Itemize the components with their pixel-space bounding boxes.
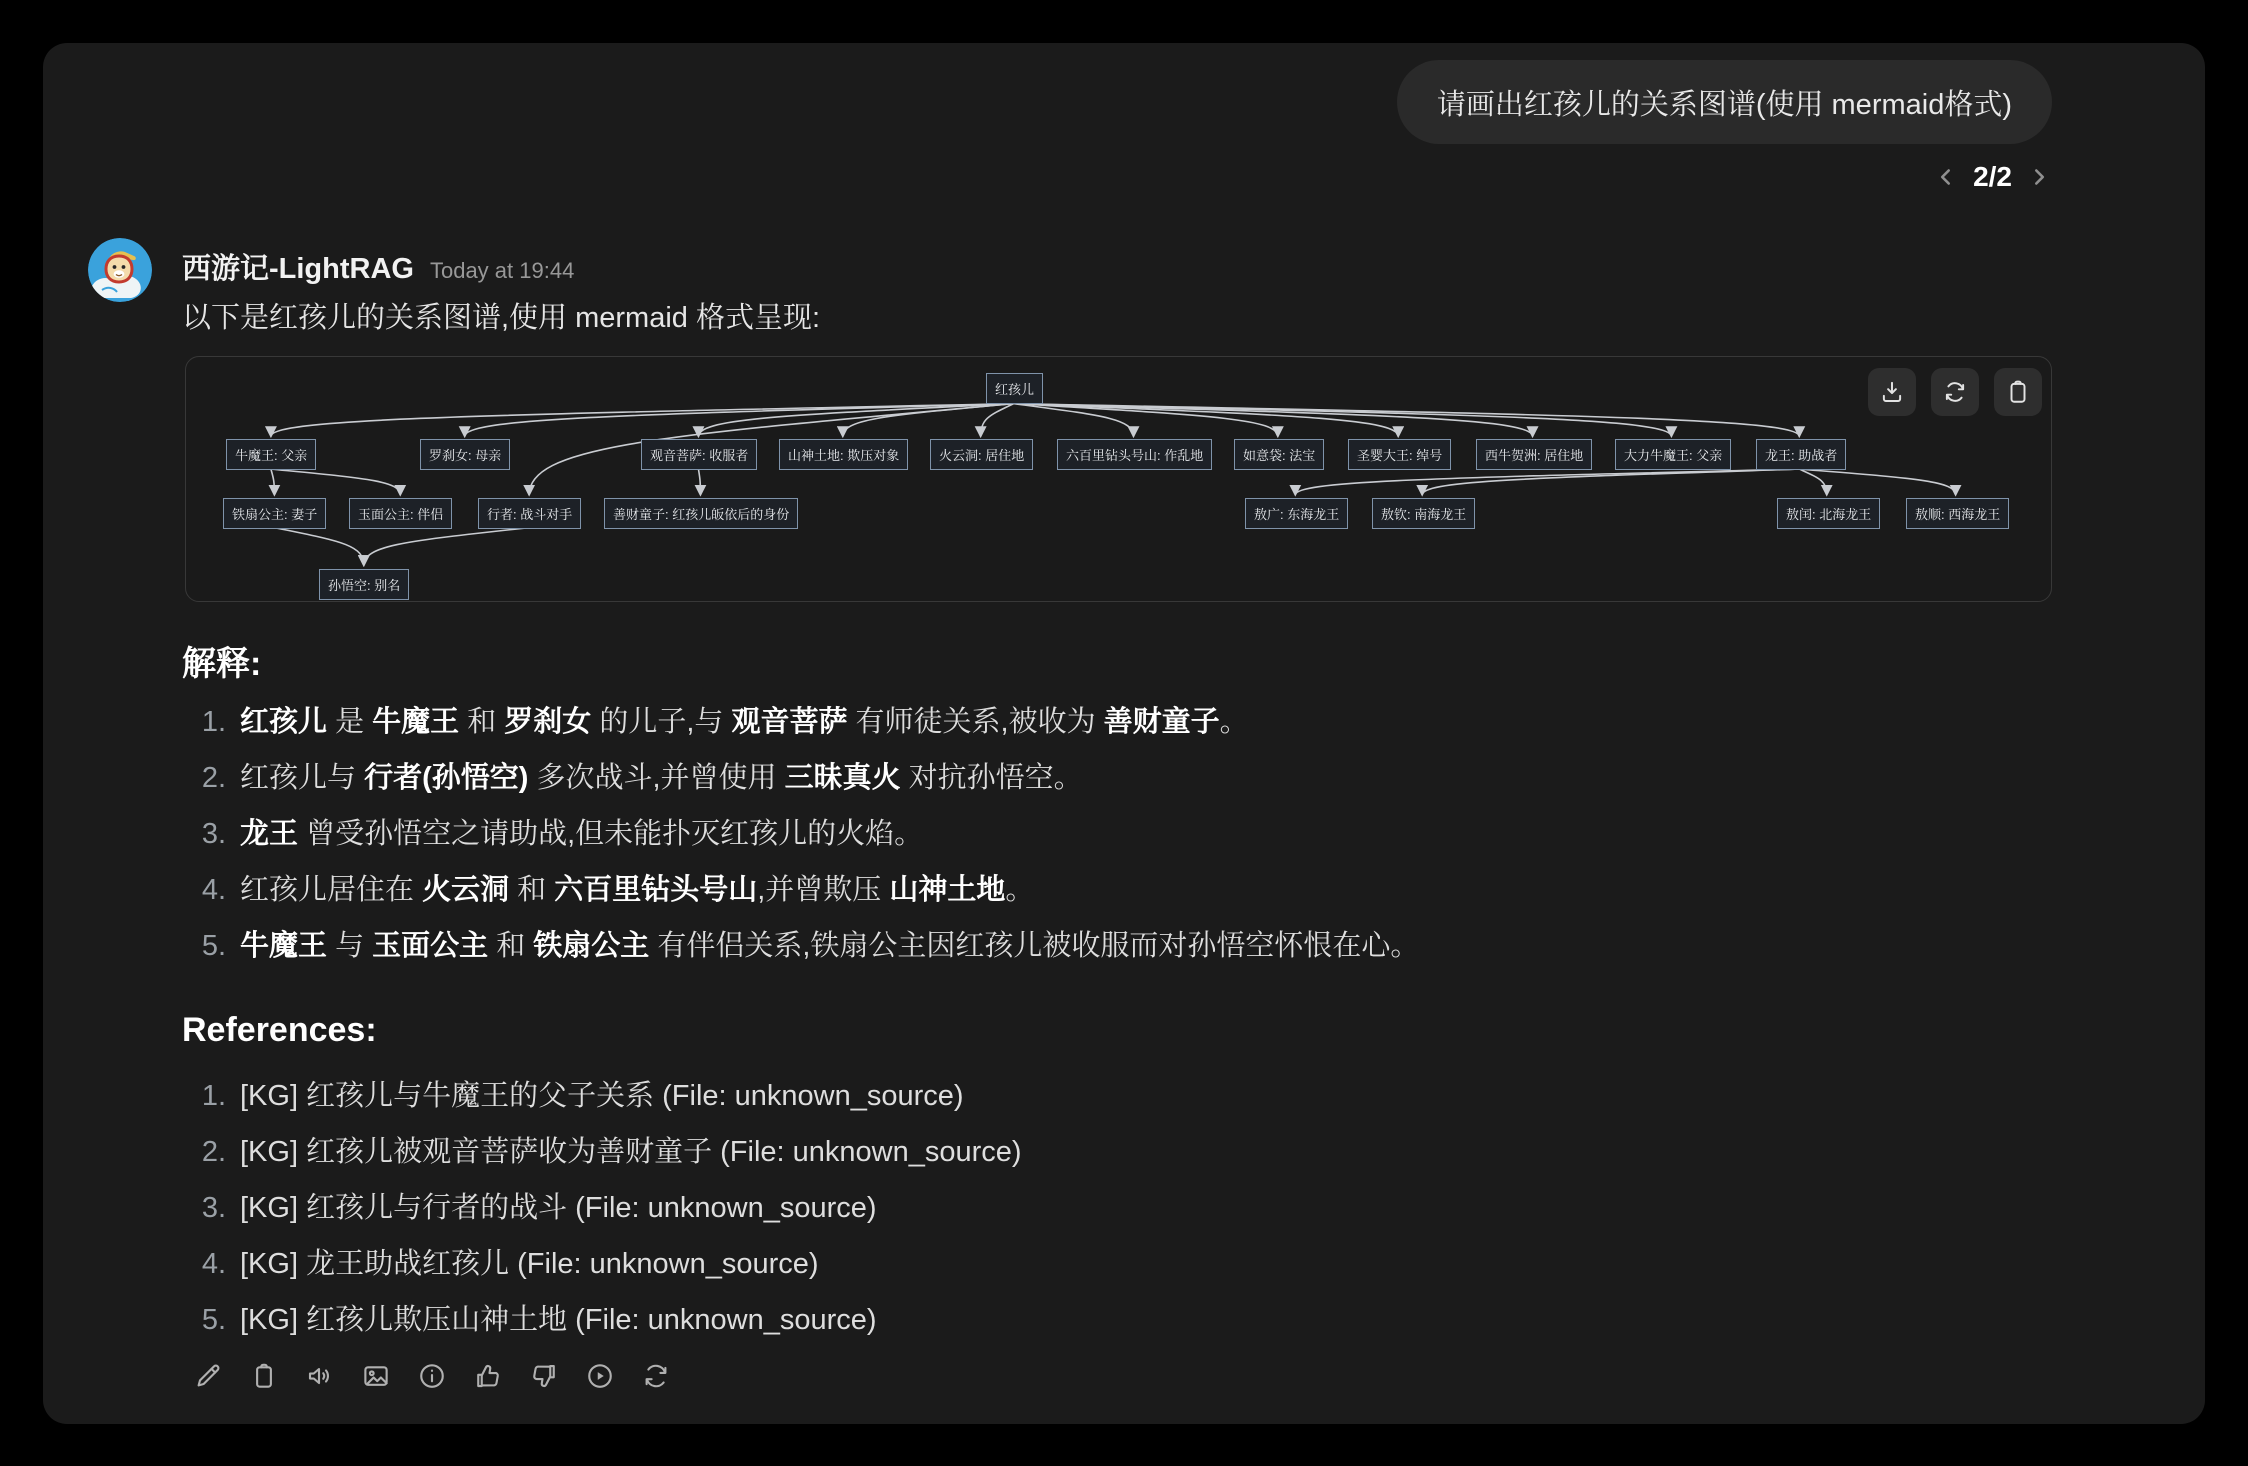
diagram-node: 孙悟空: 别名	[319, 569, 409, 600]
diagram-node: 行者: 战斗对手	[478, 498, 581, 529]
copy-button[interactable]	[249, 1361, 279, 1391]
explanation-heading: 解释:	[182, 645, 262, 683]
diagram-node: 六百里钻头号山: 作乱地	[1057, 439, 1212, 470]
reference-item	[182, 1079, 2062, 1114]
diagram-node: 火云洞: 居住地	[930, 439, 1033, 470]
pagination-count: 2/2	[1973, 161, 2012, 192]
assistant-avatar	[88, 238, 152, 302]
diagram-node: 玉面公主: 伴侣	[349, 498, 452, 529]
list-item-text: 红孩儿 是 牛魔王 和 罗刹女 的儿子,与 观音菩萨 有师徒关系,被收为 善财童子。	[240, 706, 1249, 738]
diagram-node: 圣婴大王: 绰号	[1348, 439, 1451, 470]
list-number: 5.	[201, 1304, 226, 1336]
reference-item	[182, 1247, 2062, 1282]
assistant-message-header	[182, 246, 574, 287]
info-icon	[417, 1361, 447, 1391]
user-message-text: 请画出红孩儿的关系图谱(使用 mermaid格式)	[1436, 88, 2012, 121]
diagram-node: 牛魔王: 父亲	[226, 439, 316, 470]
explanation-item	[182, 761, 2062, 796]
list-number: 4.	[201, 874, 226, 906]
diagram-edges	[186, 357, 2051, 601]
list-number: 1.	[201, 706, 226, 738]
list-item-text: 红孩儿与 行者(孙悟空) 多次战斗,并曾使用 三昧真火 对抗孙悟空。	[240, 762, 1083, 794]
diagram-node: 观音菩萨: 收服者	[641, 439, 757, 470]
dislike-button[interactable]	[529, 1361, 559, 1391]
message-timestamp: Today at 19:44	[429, 258, 575, 283]
diagram-node: 龙王: 助战者	[1756, 439, 1846, 470]
chat-panel	[43, 43, 2205, 1424]
monkey-king-avatar-image	[88, 238, 152, 302]
list-item-text: [KG] 红孩儿被观音菩萨收为善财童子 (File: unknown_source)	[240, 1136, 1022, 1168]
list-item-text: [KG] 龙王助战红孩儿 (File: unknown_source)	[240, 1248, 819, 1280]
diagram-node: 敖钦: 南海龙王	[1372, 498, 1475, 529]
regenerate-icon	[641, 1361, 671, 1391]
list-number: 1.	[201, 1080, 226, 1112]
list-item-text: 牛魔王 与 玉面公主 和 铁扇公主 有伴侣关系,铁扇公主因红孩儿被收服而对孙悟空怀恨在心。	[240, 930, 1420, 962]
download-icon	[1879, 379, 1905, 405]
clipboard-icon	[2005, 379, 2031, 405]
assistant-intro-text: 以下是红孩儿的关系图谱,使用 mermaid 格式呈现:	[182, 302, 821, 334]
list-number: 4.	[201, 1248, 226, 1280]
explanation-item	[182, 817, 2062, 852]
diagram-copy-button[interactable]	[1994, 368, 2042, 416]
message-pagination	[1933, 161, 2052, 193]
references-list	[182, 1079, 2062, 1359]
thumbs-up-icon	[473, 1361, 503, 1391]
diagram-node: 善财童子: 红孩儿皈依后的身份	[604, 498, 798, 529]
reference-item	[182, 1191, 2062, 1226]
list-number: 3.	[201, 818, 226, 850]
info-button[interactable]	[417, 1361, 447, 1391]
speak-button[interactable]	[305, 1361, 335, 1391]
reference-item	[182, 1303, 2062, 1338]
assistant-name: 西游记-LightRAG	[182, 253, 414, 285]
list-number: 2.	[201, 762, 226, 794]
copy-icon	[249, 1361, 279, 1391]
list-item-text: [KG] 红孩儿欺压山神土地 (File: unknown_source)	[240, 1304, 877, 1336]
chevron-right-icon[interactable]	[2026, 164, 2052, 190]
diagram-node: 红孩儿	[986, 373, 1043, 404]
explanation-item	[182, 705, 2062, 740]
diagram-node: 大力牛魔王: 父亲	[1615, 439, 1731, 470]
refresh-icon	[1942, 379, 1968, 405]
list-item-text: [KG] 红孩儿与行者的战斗 (File: unknown_source)	[240, 1192, 877, 1224]
edit-button[interactable]	[193, 1361, 223, 1391]
play-button[interactable]	[585, 1361, 615, 1391]
list-item-text: 龙王 曾受孙悟空之请助战,但未能扑灭红孩儿的火焰。	[240, 818, 924, 850]
user-message-bubble	[1397, 60, 2052, 144]
edit-icon	[193, 1361, 223, 1391]
like-button[interactable]	[473, 1361, 503, 1391]
play-icon	[585, 1361, 615, 1391]
chevron-left-icon[interactable]	[1933, 164, 1959, 190]
diagram-download-button[interactable]	[1868, 368, 1916, 416]
diagram-node: 敖顺: 西海龙王	[1906, 498, 2009, 529]
list-item-text: [KG] 红孩儿与牛魔王的父子关系 (File: unknown_source)	[240, 1080, 964, 1112]
diagram-node: 山神土地: 欺压对象	[779, 439, 908, 470]
image-icon	[361, 1361, 391, 1391]
explanation-list	[182, 705, 2062, 985]
list-number: 5.	[201, 930, 226, 962]
references-heading: References:	[182, 1011, 377, 1049]
diagram-node: 敖广: 东海龙王	[1245, 498, 1348, 529]
diagram-node: 如意袋: 法宝	[1234, 439, 1324, 470]
image-export-button[interactable]	[361, 1361, 391, 1391]
mermaid-diagram-container	[185, 356, 2052, 602]
speaker-icon	[305, 1361, 335, 1391]
diagram-refresh-button[interactable]	[1931, 368, 1979, 416]
message-actions-toolbar	[193, 1361, 671, 1391]
diagram-node: 罗刹女: 母亲	[420, 439, 510, 470]
explanation-item	[182, 929, 2062, 964]
diagram-node: 西牛贺洲: 居住地	[1476, 439, 1592, 470]
list-number: 2.	[201, 1136, 226, 1168]
list-item-text: 红孩儿居住在 火云洞 和 六百里钻头号山,并曾欺压 山神土地。	[240, 874, 1035, 906]
reference-item	[182, 1135, 2062, 1170]
thumbs-down-icon	[529, 1361, 559, 1391]
explanation-item	[182, 873, 2062, 908]
diagram-node: 铁扇公主: 妻子	[223, 498, 326, 529]
list-number: 3.	[201, 1192, 226, 1224]
diagram-node: 敖闰: 北海龙王	[1777, 498, 1880, 529]
regenerate-button[interactable]	[641, 1361, 671, 1391]
diagram-toolbar	[1868, 368, 2042, 416]
